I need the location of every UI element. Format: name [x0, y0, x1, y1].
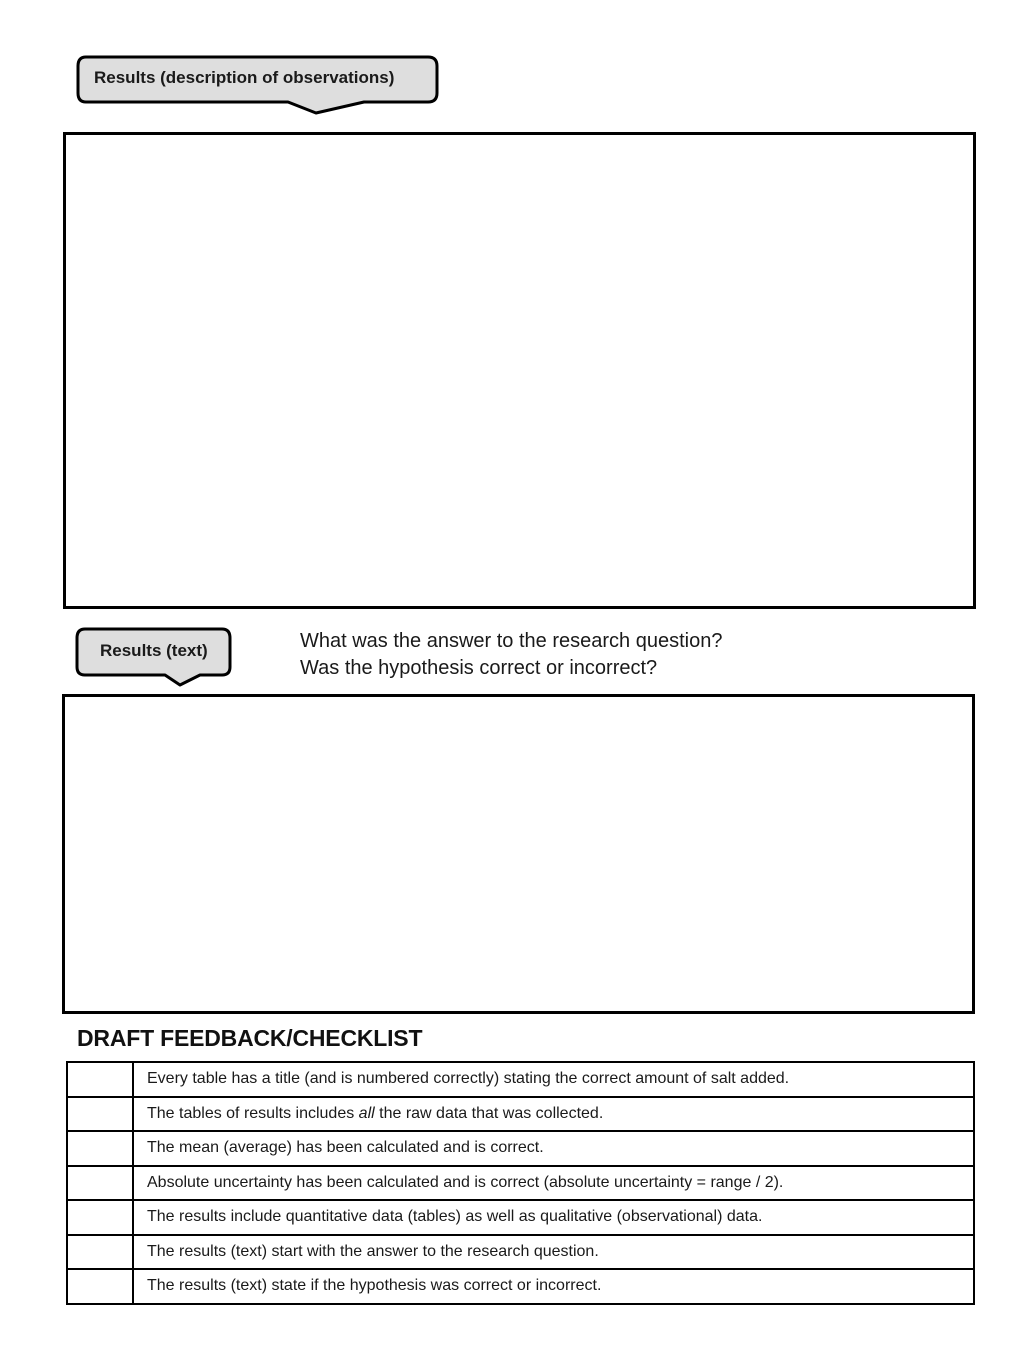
observations-answer-box[interactable]: [63, 132, 976, 609]
checkbox-cell[interactable]: [67, 1235, 133, 1270]
checkbox-cell[interactable]: [67, 1062, 133, 1097]
checklist-item-text: Every table has a title (and is numbered correctly) stating the correct amount of salt added.: [133, 1062, 974, 1097]
checklist-row: [67, 1166, 974, 1201]
checklist-item-text: Absolute uncertainty has been calculated and is correct (absolute uncertainty = range / 2).: [133, 1166, 974, 1201]
checklist-item-text: The mean (average) has been calculated and is correct.: [133, 1131, 974, 1166]
results-text-callout: [75, 627, 235, 689]
callout-label: Results (text): [100, 641, 208, 660]
item-text-end: the raw data that was collected.: [374, 1104, 604, 1122]
checklist-row: [67, 1200, 974, 1235]
checklist-title: DRAFT FEEDBACK/CHECKLIST: [77, 1025, 423, 1051]
checklist-row: [67, 1269, 974, 1304]
checklist-item-text: The results (text) start with the answer to the research question.: [133, 1235, 974, 1270]
guiding-questions: [300, 628, 722, 682]
checklist-row: [67, 1131, 974, 1166]
checkbox-cell[interactable]: [67, 1097, 133, 1132]
question-hypothesis: Was the hypothesis correct or incorrect?: [300, 657, 658, 679]
checklist-table: [66, 1061, 975, 1305]
item-text-emphasis: all: [358, 1104, 375, 1122]
checklist-item-text: [133, 1097, 974, 1132]
results-observations-callout: [76, 55, 440, 117]
checkbox-cell[interactable]: [67, 1269, 133, 1304]
checkbox-cell[interactable]: [67, 1166, 133, 1201]
checkbox-cell[interactable]: [67, 1131, 133, 1166]
callout-label: Results (description of observations): [94, 68, 395, 87]
checkbox-cell[interactable]: [67, 1200, 133, 1235]
checklist-row: [67, 1235, 974, 1270]
checklist-row: [67, 1097, 974, 1132]
checklist-item-text: The results include quantitative data (tables) as well as qualitative (observational) data.: [133, 1200, 974, 1235]
checklist-row: [67, 1062, 974, 1097]
checklist-item-text: The results (text) state if the hypothesis was correct or incorrect.: [133, 1269, 974, 1304]
results-text-answer-box[interactable]: [62, 694, 975, 1014]
item-text-start: The tables of results includes: [147, 1104, 359, 1122]
question-research: What was the answer to the research question?: [300, 630, 723, 652]
